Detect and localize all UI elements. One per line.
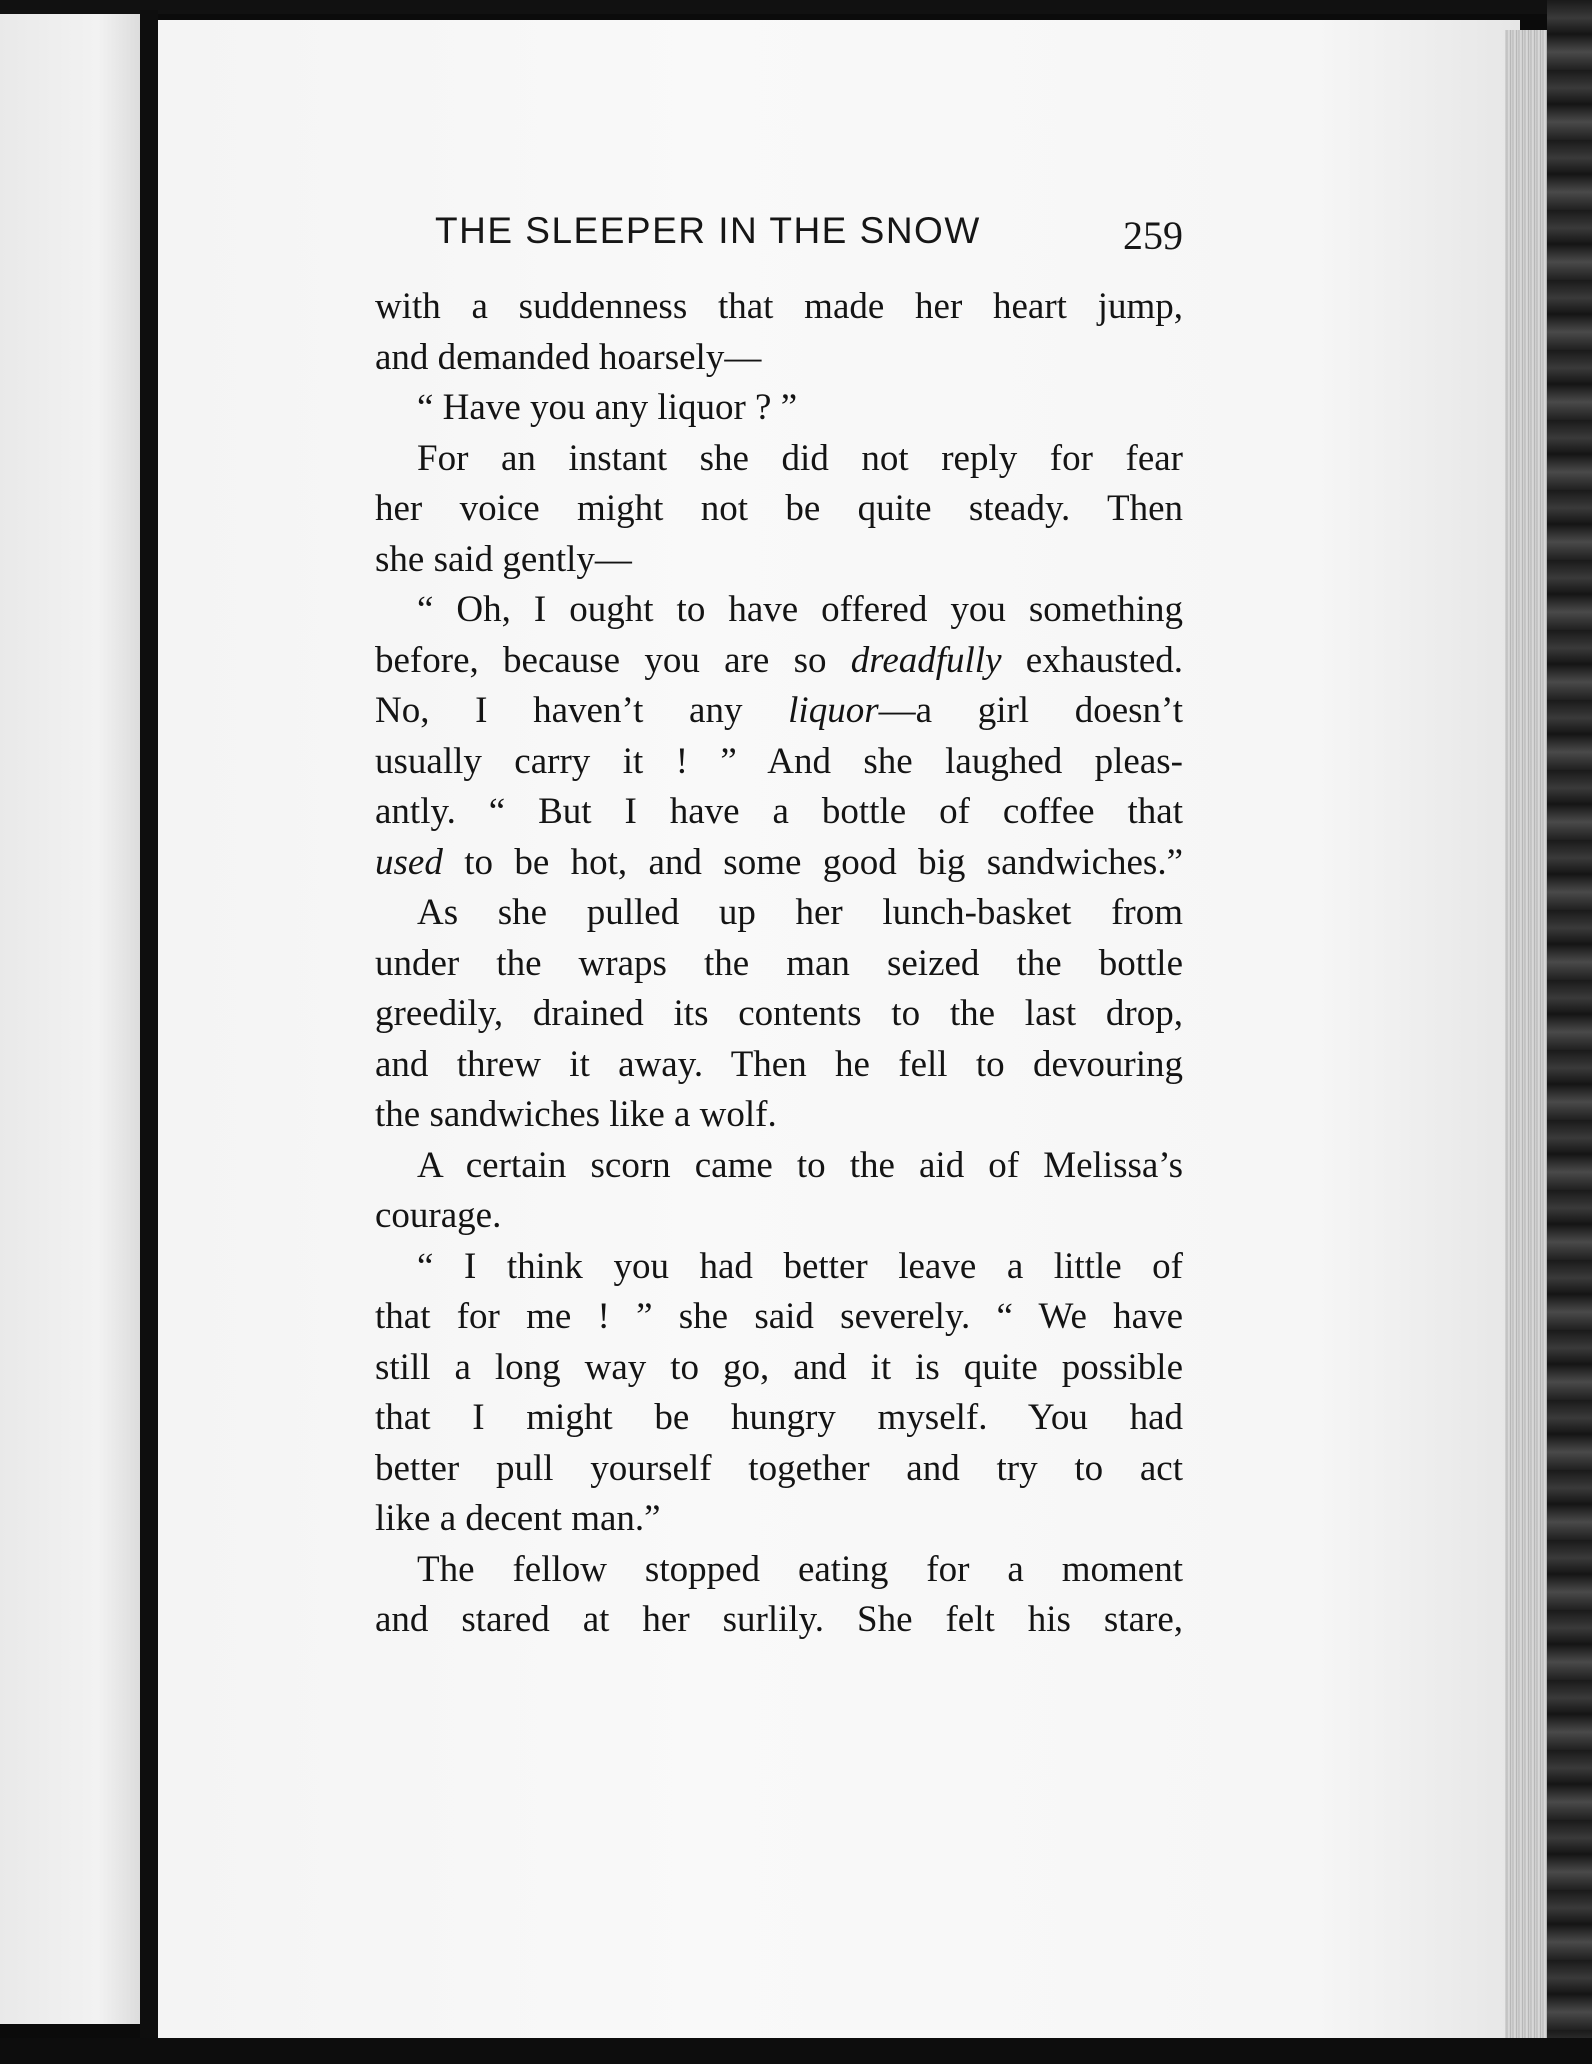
italic-word: dreadfully <box>850 639 1002 681</box>
text-run: No, I haven’t any <box>375 690 789 731</box>
text-line: better pull yourself together and try to act <box>375 1447 1183 1489</box>
text-line: her voice might not be quite steady. Then <box>375 488 1183 529</box>
text-line: she said gently— <box>375 538 632 580</box>
page-edges <box>1505 30 1547 2040</box>
text-line: “ Have you any liquor ? ” <box>417 387 798 428</box>
text-line: that I might be hungry myself. You had <box>375 1397 1183 1438</box>
text-line <box>375 636 1183 687</box>
text-run: exhausted. <box>1001 639 1183 681</box>
text-line: still a long way to go, and it is quite possible <box>375 1346 1183 1388</box>
scan-outer-border <box>1547 0 1592 2064</box>
running-title: THE SLEEPER IN THE SNOW <box>435 210 981 251</box>
text-line: “ Oh, I ought to have offered you something <box>417 589 1183 630</box>
text-line: “ I think you had better leave a little of <box>417 1245 1183 1287</box>
text-line: courage. <box>375 1195 502 1236</box>
text-line: like a decent man.” <box>375 1498 661 1539</box>
scan-top-border <box>0 0 1592 14</box>
text-line: with a suddenness that made her heart jump, <box>375 286 1183 327</box>
text-line <box>375 838 1183 889</box>
text-line: For an instant she did not reply for fear <box>417 437 1183 479</box>
text-line: As she pulled up her lunch-basket from <box>417 892 1183 933</box>
scan-bottom-border <box>0 2038 1592 2064</box>
book-gutter <box>140 10 158 2040</box>
text-run: before, because you are so <box>375 639 851 681</box>
text-run: —a girl doesn’t <box>878 690 1183 731</box>
text-line <box>375 686 1183 737</box>
text-line: the sandwiches like a wolf. <box>375 1094 777 1135</box>
text-line: usually carry it ! ” And she laughed pleas- <box>375 740 1183 782</box>
italic-word: used <box>375 841 443 883</box>
text-line: and demanded hoarsely— <box>375 336 762 378</box>
text-run: to be hot, and some good big sandwiches.” <box>442 841 1183 883</box>
text-line: antly. “ But I have a bottle of coffee that <box>375 791 1183 832</box>
text-line: and stared at her surlily. She felt his stare, <box>375 1599 1183 1640</box>
body-text <box>375 282 1183 1646</box>
text-line: that for me ! ” she said severely. “ We have <box>375 1296 1183 1337</box>
left-page <box>0 14 140 2024</box>
text-line: The fellow stopped eating for a moment <box>417 1548 1183 1590</box>
italic-word: liquor <box>788 690 879 731</box>
page-number: 259 <box>1123 213 1183 258</box>
text-line: and threw it away. Then he fell to devouring <box>375 1043 1183 1085</box>
text-line: greedily, drained its contents to the last drop, <box>375 993 1183 1034</box>
text-line: under the wraps the man seized the bottle <box>375 942 1183 984</box>
running-head <box>435 200 1185 260</box>
text-line: A certain scorn came to the aid of Melissa’s <box>417 1144 1183 1186</box>
